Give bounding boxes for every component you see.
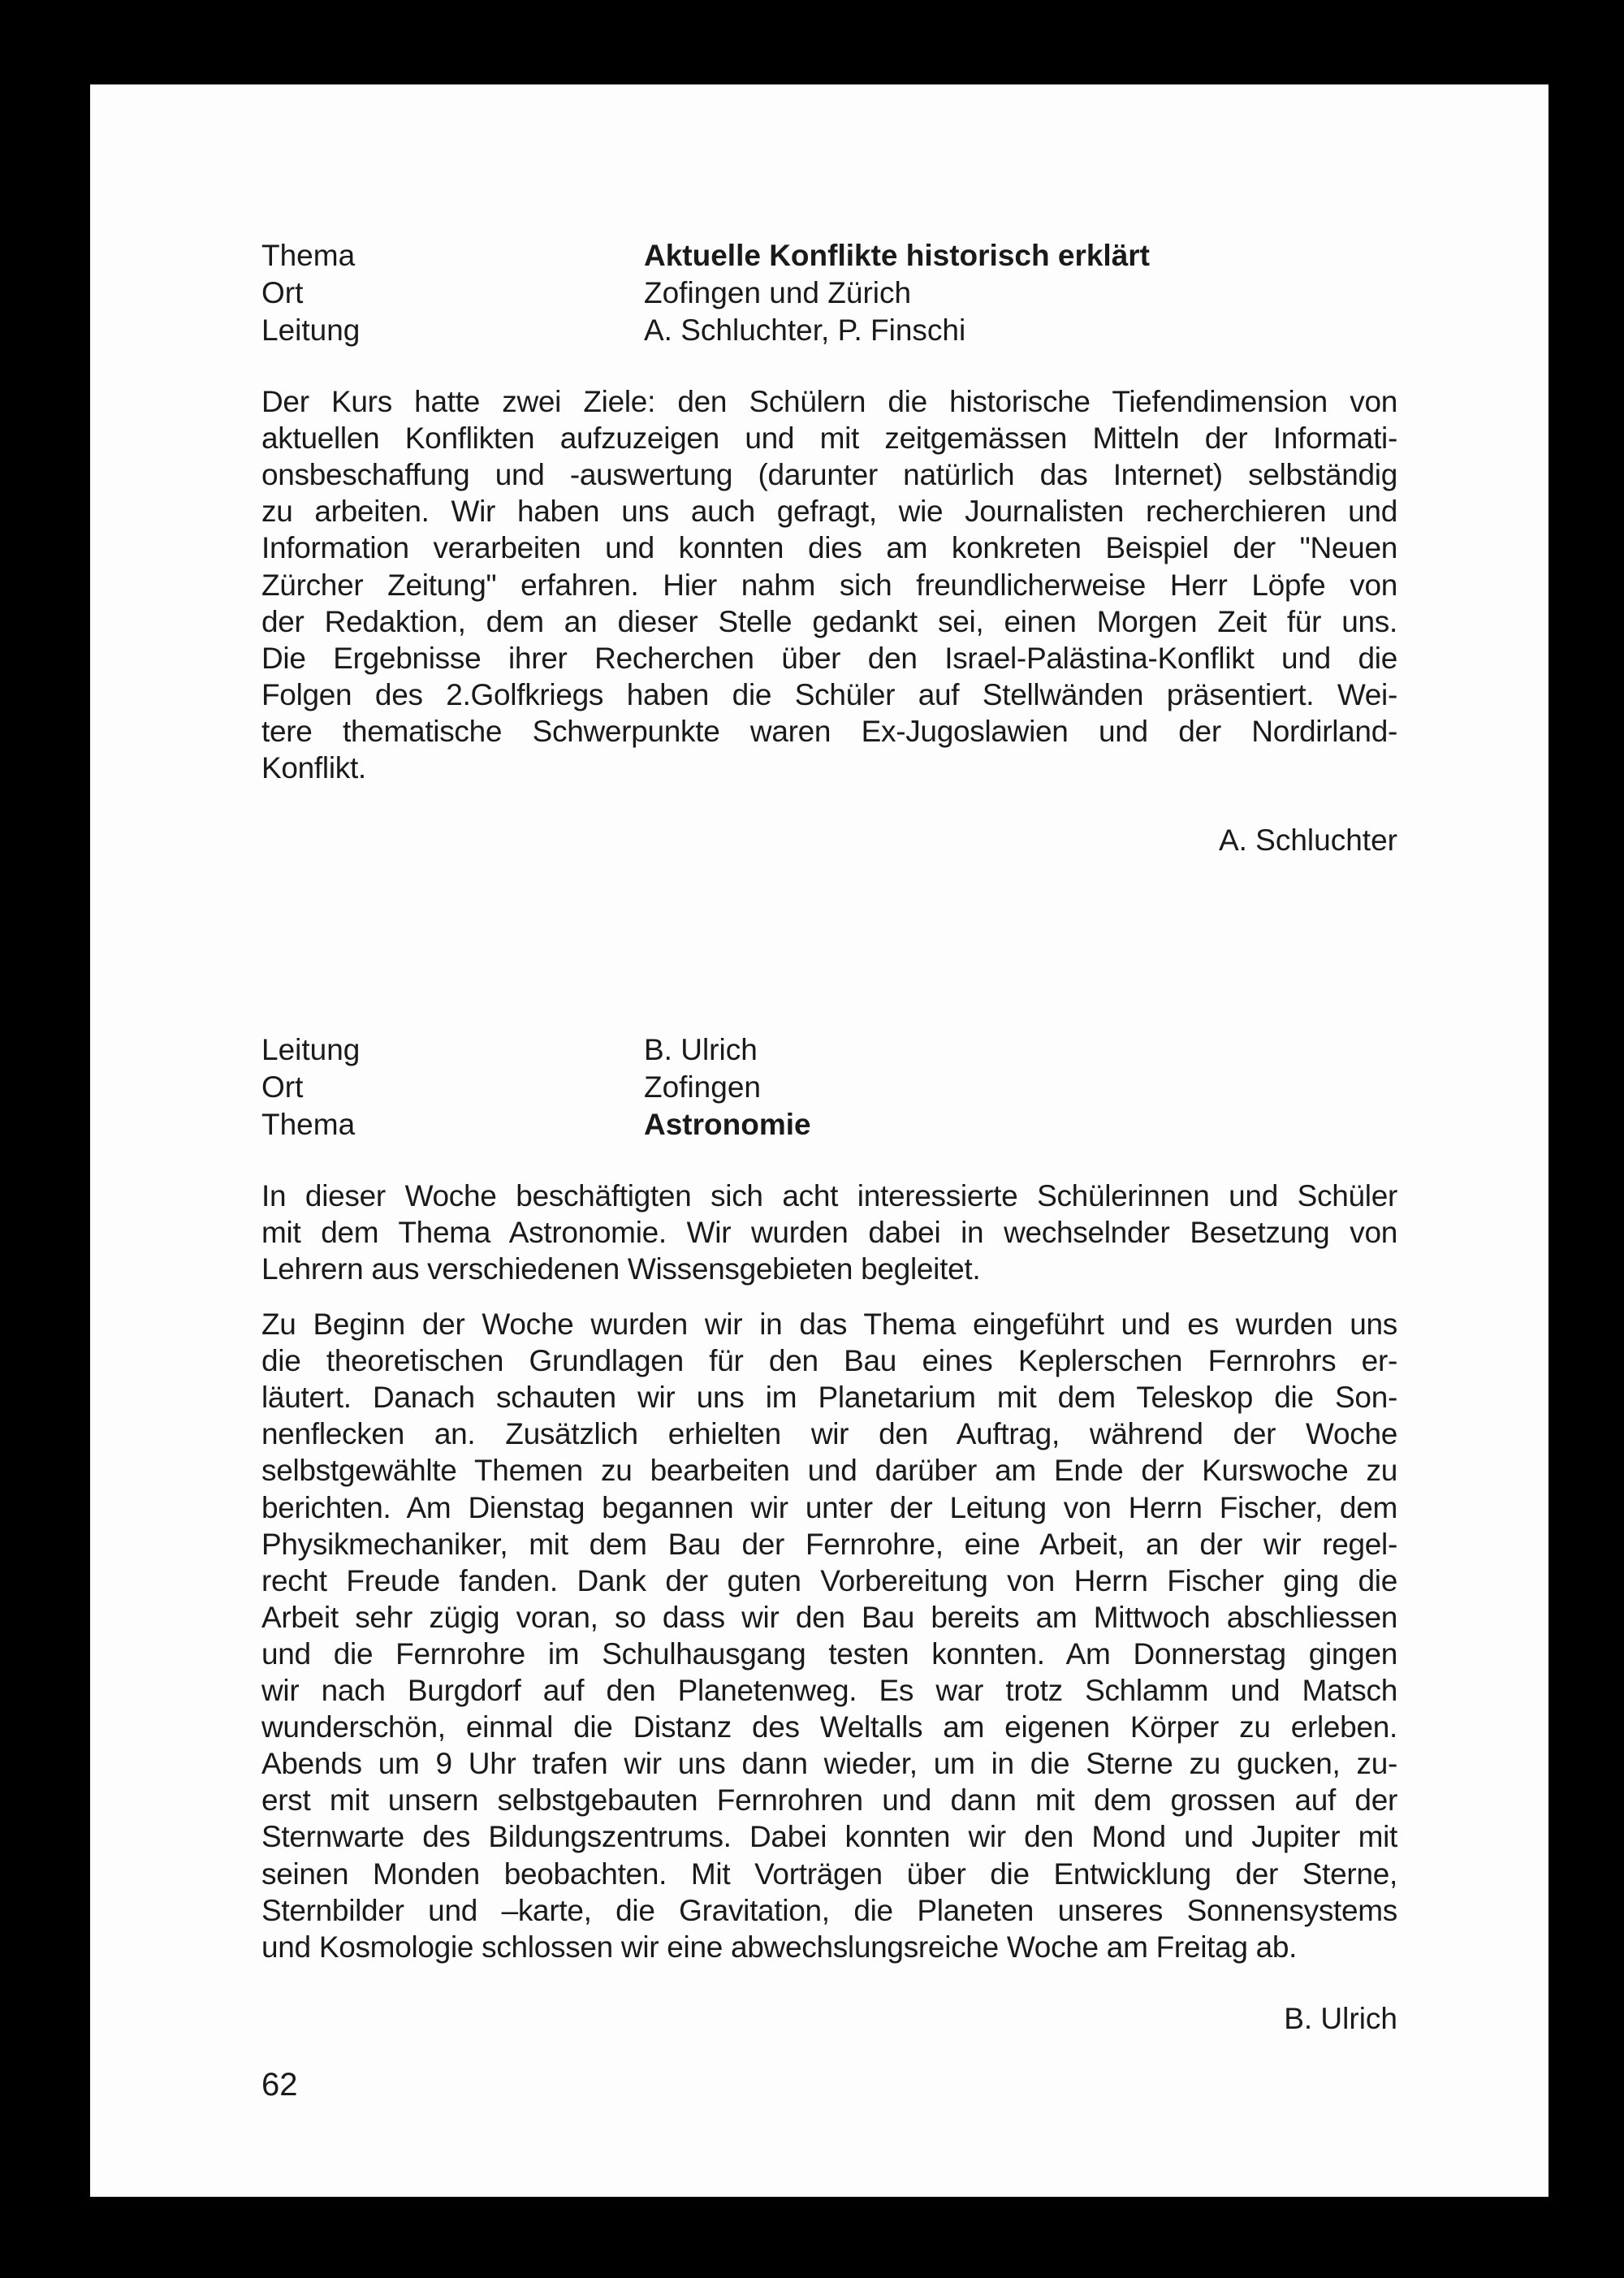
body-text-line: onsbeschaffung und -auswertung (darunter natürlich das Internet) selbständig [261,458,1397,492]
meta-label: Ort [261,1070,304,1104]
article-title: Astronomie [644,1108,811,1141]
meta-label: Ort [261,276,304,309]
author-signature: A. Schluchter [1218,823,1397,857]
body-text-line: Abends um 9 Uhr trafen wir uns dann wieder, um in die Sterne zu gucken, zu- [261,1747,1397,1781]
body-text-line: Zu Beginn der Woche wurden wir in das Thema eingeführt und es wurden uns [261,1308,1397,1341]
body-text-line: Der Kurs hatte zwei Ziele: den Schülern die historische Tiefendimension von [261,385,1397,418]
body-text-line: wunderschön, einmal die Distanz des Weltalls am eigenen Körper zu erleben. [261,1710,1397,1744]
body-text-line: läutert. Danach schauten wir uns im Planetarium mit dem Teleskop die Son- [261,1381,1397,1415]
body-text-line: nenflecken an. Zusätzlich erhielten wir den Auftrag, während der Woche [261,1417,1397,1451]
body-text-line: Zürcher Zeitung" erfahren. Hier nahm sich freundlicherweise Herr Löpfe von [261,568,1397,602]
body-text-line: tere thematische Schwerpunkte waren Ex-Jugoslawien und der Nordirland- [261,714,1397,748]
meta-value: B. Ulrich [644,1033,758,1066]
body-text-line: Physikmechaniker, mit dem Bau der Fernrohre, eine Arbeit, an der wir regel- [261,1527,1397,1561]
body-text-line: der Redaktion, dem an dieser Stelle gedankt sei, einen Morgen Zeit für uns. [261,604,1397,638]
meta-label: Leitung [261,313,361,347]
body-text-line: Sternwarte des Bildungszentrums. Dabei konnten wir den Mond und Jupiter mit [261,1820,1397,1854]
meta-value: Zofingen und Zürich [644,276,912,309]
article-title: Aktuelle Konflikte historisch erklärt [644,239,1151,272]
meta-label: Thema [261,239,356,272]
body-text-line: die theoretischen Grundlagen für den Bau eines Keplerschen Fernrohrs er- [261,1344,1397,1378]
body-text-line: und Kosmologie schlossen wir eine abwechslungsreiche Woche am Freitag ab. [261,1930,1298,1964]
body-text-line: seinen Monden beobachten. Mit Vorträgen über die Entwicklung der Sterne, [261,1857,1397,1891]
meta-label: Leitung [261,1033,361,1066]
document-page [90,84,1548,2197]
body-text-line: Die Ergebnisse ihrer Recherchen über den Israel-Palästina-Konflikt und die [261,641,1397,675]
body-text-line: erst mit unsern selbstgebauten Fernrohren und dann mit dem grossen auf der [261,1783,1397,1818]
body-text-line: Folgen des 2.Golfkriegs haben die Schüler auf Stellwänden präsentiert. Wei- [261,677,1397,711]
body-text-line: Sternbilder und –karte, die Gravitation, die Planeten unseres Sonnensystems [261,1893,1397,1927]
body-text-line: wir nach Burgdorf auf den Planetenweg. Es war trotz Schlamm und Matsch [261,1674,1397,1707]
body-text-line: mit dem Thema Astronomie. Wir wurden dabei in wechselnder Besetzung von [261,1216,1397,1250]
body-text-line: berichten. Am Dienstag begannen wir unter der Leitung von Herrn Fischer, dem [261,1490,1397,1524]
meta-value: Zofingen [644,1070,761,1104]
author-signature: B. Ulrich [1284,2002,1397,2035]
body-text-line: Information verarbeiten und konnten dies am konkreten Beispiel der "Neuen [261,531,1397,565]
body-text-line: Konflikt. [261,751,366,785]
body-text-line: aktuellen Konflikten aufzuzeigen und mit zeitgemässen Mitteln der Informati- [261,421,1397,456]
body-text-line: Lehrern aus verschiedenen Wissensgebieten begleitet. [261,1252,981,1286]
page-number: 62 [261,2067,298,2103]
meta-value: A. Schluchter, P. Finschi [644,313,966,347]
body-text-line: In dieser Woche beschäftigten sich acht interessierte Schülerinnen und Schüler [261,1179,1397,1212]
body-text-line: selbstgewählte Themen zu bearbeiten und darüber am Ende der Kurswoche zu [261,1454,1397,1488]
body-text-line: Arbeit sehr zügig voran, so dass wir den Bau bereits am Mittwoch abschliessen [261,1600,1397,1634]
body-text-line: recht Freude fanden. Dank der guten Vorbereitung von Herrn Fischer ging die [261,1563,1397,1597]
body-text-line: zu arbeiten. Wir haben uns auch gefragt, wie Journalisten recherchieren und [261,495,1397,529]
body-text-line: und die Fernrohre im Schulhausgang testen konnten. Am Donnerstag gingen [261,1636,1397,1671]
meta-label: Thema [261,1108,356,1141]
